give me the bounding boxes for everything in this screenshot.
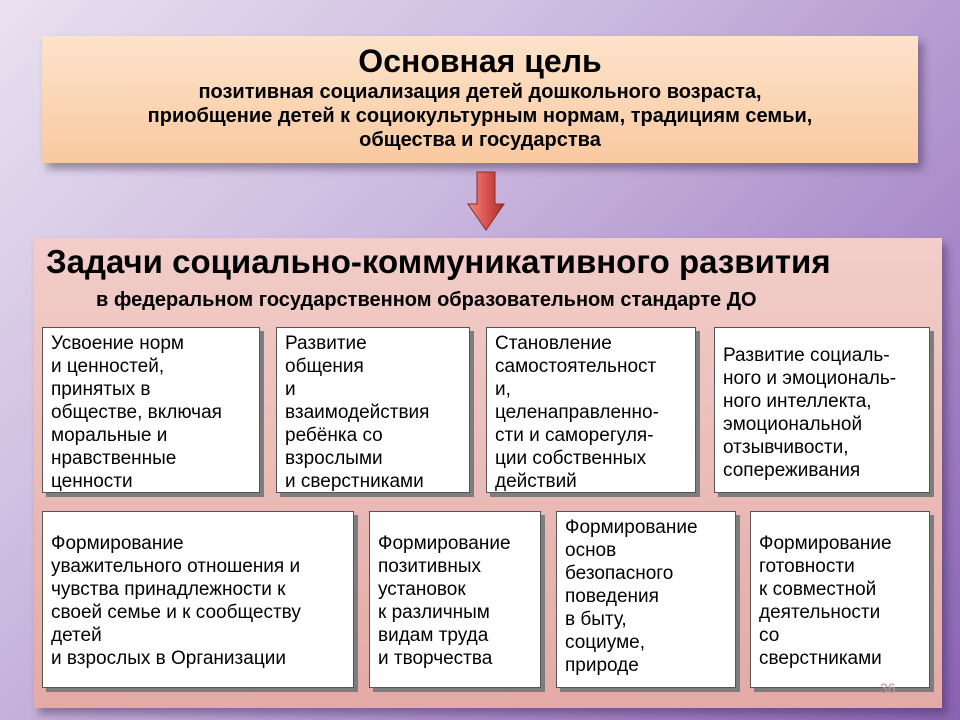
goal-title: Основная цель bbox=[358, 43, 602, 79]
task-card-safe-behavior: Формирование основ безопасного поведения в быту, социуме, природе bbox=[556, 511, 736, 688]
tasks-subtitle: в федеральном государственном образовательном стандарте ДО bbox=[96, 289, 757, 311]
down-arrow-icon bbox=[466, 170, 506, 234]
task-card-labor-attitudes: Формирование позитивных установок к различным видам труда и творчества bbox=[369, 511, 541, 688]
task-card-joint-activity: Формирование готовности к совместной деятельности со сверстниками bbox=[750, 511, 930, 688]
slide-page-number: 36 bbox=[880, 680, 896, 696]
task-card-communication: Развитие общения и взаимодействия ребёнка со взрослыми и сверстниками bbox=[276, 327, 470, 493]
task-card-independence: Становление самостоятельност и, целенаправленно- сти и саморегуля- ции собственных действий bbox=[486, 327, 696, 493]
tasks-title: Задачи социально-коммуникативного развития bbox=[46, 243, 831, 280]
main-goal-box bbox=[42, 36, 918, 163]
goal-text: позитивная социализация детей дошкольного возраста, приобщение детей к социокультурным нормам, традициям семьи, общества и государства bbox=[147, 81, 813, 151]
task-card-norms-values: Усвоение норм и ценностей, принятых в обществе, включая моральные и нравственные ценности bbox=[42, 327, 260, 493]
task-card-family-respect: Формирование уважительного отношения и чувства принадлежности к своей семье и к сообществу детей и взрослых в Организации bbox=[42, 511, 354, 688]
task-card-emotional-intelligence: Развитие социаль- ного и эмоциональ- ного интеллекта, эмоциональной отзывчивости, сопереживания bbox=[714, 327, 930, 493]
